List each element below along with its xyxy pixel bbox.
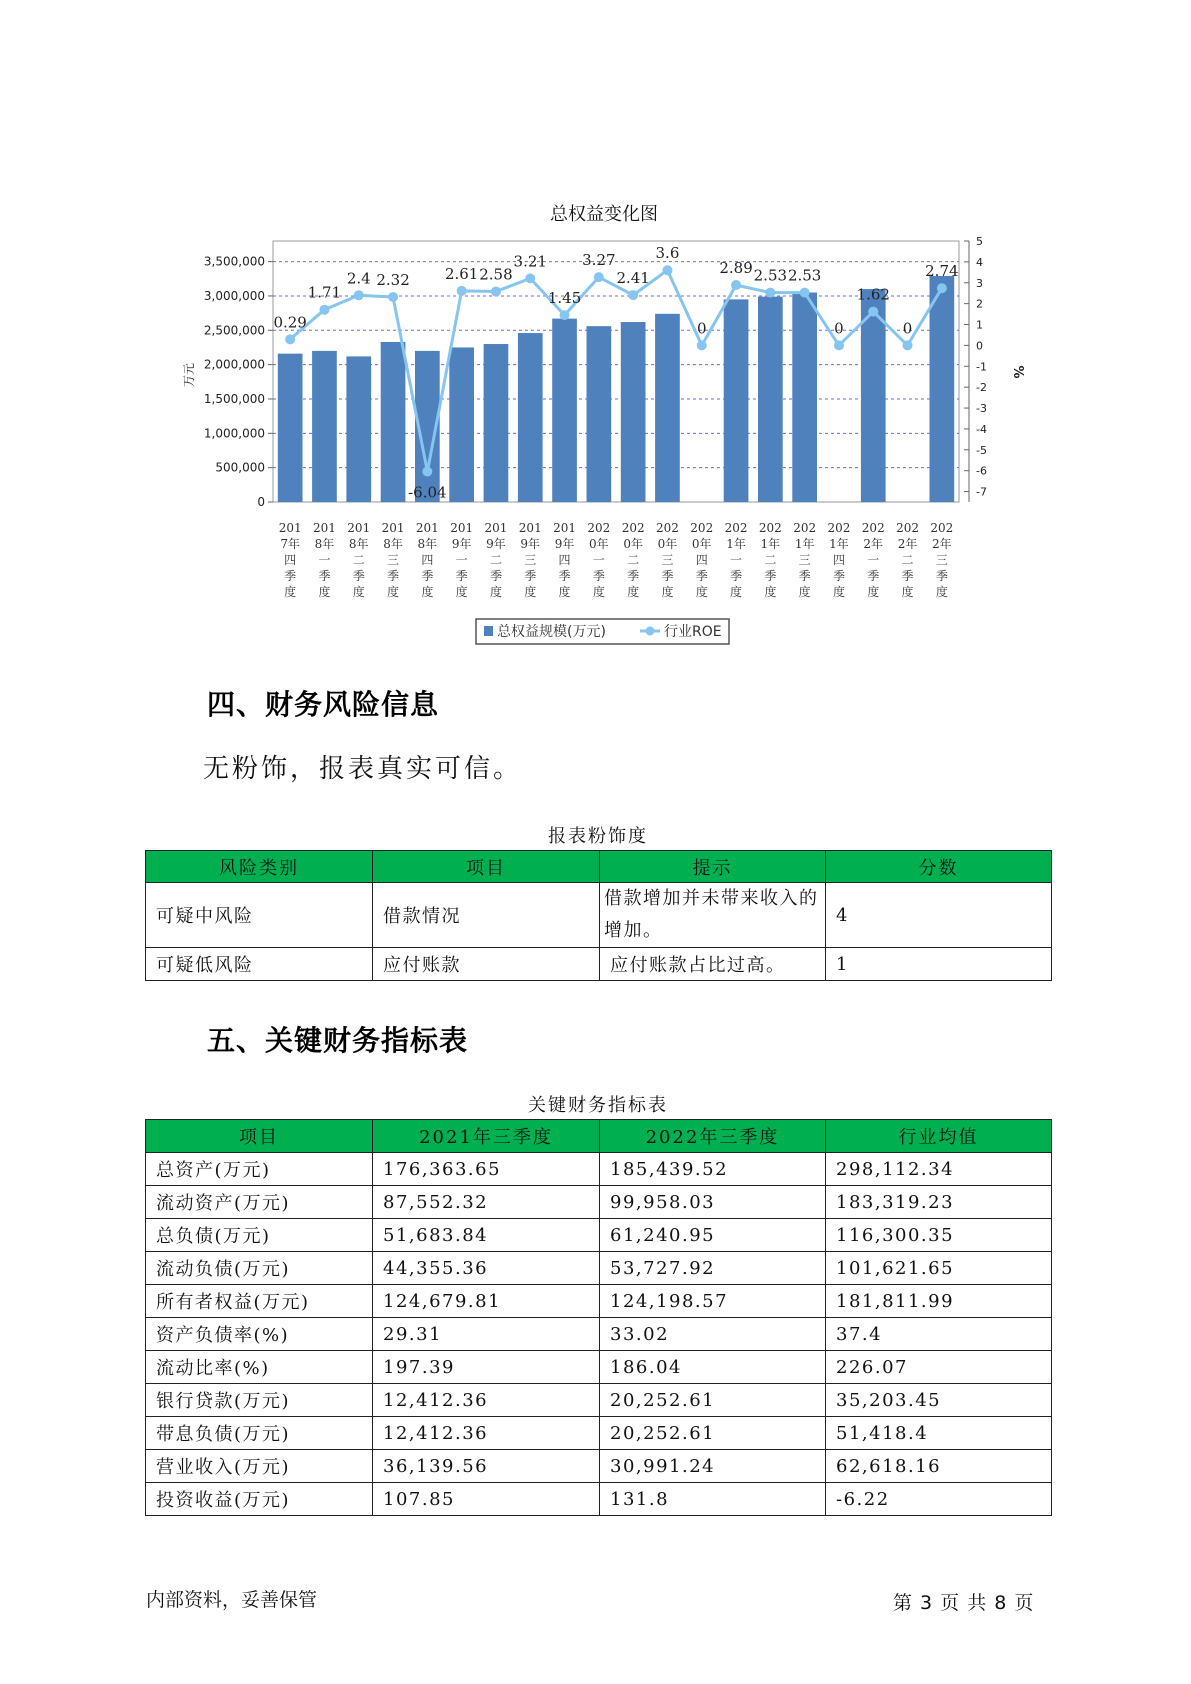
right-axis-label: %	[1010, 365, 1025, 379]
roe-point	[319, 305, 329, 315]
header-cell: 提示	[600, 851, 826, 883]
x-tick-label: 8年	[314, 537, 335, 551]
x-tick-label: 1年	[829, 537, 849, 551]
roe-data-label: 2.89	[719, 259, 753, 278]
x-tick-label: 2年	[897, 537, 918, 551]
table-cell: 12,412.36	[373, 1417, 600, 1450]
x-tick-label: 季	[524, 569, 537, 583]
x-tick-label: 二	[764, 553, 777, 567]
table-cell: 298,112.34	[826, 1153, 1052, 1186]
x-tick-label: 三	[798, 553, 811, 567]
table-cell: 可疑低风险	[146, 948, 373, 981]
right-tick-label: 2	[976, 297, 983, 311]
x-tick-label: 201	[553, 521, 577, 535]
x-tick-label: 201	[518, 521, 542, 535]
roe-data-label: 2.53	[753, 266, 788, 285]
bar	[758, 297, 783, 502]
x-tick-label: 季	[489, 569, 502, 583]
roe-point	[834, 340, 844, 350]
x-tick-label: 三	[661, 553, 674, 567]
table-row	[146, 948, 1052, 981]
left-tick-label: 3,500,000	[203, 254, 265, 269]
right-tick-label: -3	[976, 402, 987, 416]
table-cell: 226.07	[826, 1351, 1052, 1384]
footer-page-number: 第 3 页 共 8 页	[893, 1592, 1035, 1614]
x-tick-label: 0年	[691, 537, 712, 551]
x-tick-label: 二	[627, 553, 640, 567]
table-cell: 借款增加并未带来收入的增加。	[600, 883, 826, 948]
x-tick-label: 季	[421, 569, 434, 583]
header-cell: 项目	[146, 1120, 373, 1153]
header-cell: 2021年三季度	[373, 1120, 600, 1153]
x-tick-label: 201	[381, 521, 405, 535]
x-tick-label: 度	[455, 585, 468, 599]
indicator-table-header	[146, 1120, 1052, 1153]
risk-table-header	[146, 851, 1052, 883]
x-tick-label: 1年	[794, 537, 815, 551]
table-row	[146, 1285, 1052, 1318]
header-cell: 2022年三季度	[600, 1120, 826, 1153]
x-tick-label: 度	[558, 585, 571, 599]
roe-data-label: 0	[696, 319, 707, 338]
table-cell: 可疑中风险	[146, 883, 373, 948]
table-cell: 总负债(万元)	[146, 1219, 373, 1252]
roe-point	[457, 286, 467, 296]
left-tick-label: 1,000,000	[203, 426, 265, 441]
roe-data-label: 2.4	[346, 269, 371, 288]
roe-point	[560, 310, 570, 320]
x-tick-label: 一	[455, 553, 468, 567]
bar	[381, 342, 406, 502]
indicator-table-caption: 关键财务指标表	[528, 1095, 668, 1116]
x-tick-label: 202	[587, 521, 611, 535]
bar	[621, 322, 646, 502]
roe-point	[903, 340, 913, 350]
table-cell: 53,727.92	[600, 1252, 826, 1285]
x-tick-label: 季	[352, 569, 365, 583]
left-tick-label: 500,000	[215, 460, 265, 475]
x-tick-label: 1年	[726, 537, 746, 551]
table-cell: 51,683.84	[373, 1219, 600, 1252]
legend-bar-swatch	[484, 626, 493, 636]
right-tick-label: -7	[976, 485, 987, 499]
table-cell: 51,418.4	[826, 1417, 1052, 1450]
roe-point	[285, 334, 295, 344]
x-tick-label: 201	[312, 521, 336, 535]
table-row	[146, 1351, 1052, 1384]
table-row	[146, 1318, 1052, 1351]
table-cell: 1	[826, 948, 1052, 981]
section4-paragraph: 无粉饰，报表真实可信。	[203, 754, 523, 784]
indicator-table	[145, 1119, 1052, 1516]
x-tick-label: 0年	[623, 537, 643, 551]
roe-point	[491, 287, 501, 297]
roe-point	[354, 290, 364, 300]
roe-data-label: 3.27	[582, 251, 616, 270]
header-cell: 风险类别	[146, 851, 373, 883]
x-tick-label: 8年	[417, 537, 438, 551]
table-cell: 36,139.56	[373, 1450, 600, 1483]
table-cell: 116,300.35	[826, 1219, 1052, 1252]
risk-table	[145, 850, 1052, 981]
table-cell: 107.85	[373, 1483, 600, 1516]
x-tick-label: 季	[901, 569, 914, 583]
table-cell: 借款情况	[373, 883, 600, 948]
bar	[552, 319, 577, 502]
right-tick-label: 3	[976, 276, 983, 290]
roe-data-label: 1.62	[856, 285, 890, 304]
table-cell: 176,363.65	[373, 1153, 600, 1186]
left-tick-label: 2,500,000	[203, 323, 265, 338]
right-tick-label: -5	[976, 443, 987, 457]
roe-data-label: 0	[834, 319, 844, 338]
x-tick-label: 二	[352, 553, 365, 567]
table-cell: 应付账款占比过高。	[600, 948, 826, 981]
table-cell: 20,252.61	[600, 1384, 826, 1417]
equity-chart	[0, 0, 1191, 650]
roe-point	[525, 273, 535, 283]
roe-point	[662, 265, 672, 275]
x-tick-label: 季	[627, 569, 640, 583]
roe-data-label: 3.6	[655, 244, 680, 263]
x-tick-label: 度	[318, 585, 331, 599]
x-tick-label: 四	[558, 553, 571, 567]
table-row	[146, 1153, 1052, 1186]
roe-data-label: 2.32	[376, 270, 410, 289]
table-cell: 186.04	[600, 1351, 826, 1384]
x-tick-label: 度	[764, 585, 777, 599]
table-cell: 带息负债(万元)	[146, 1417, 373, 1450]
roe-data-label: 2.74	[925, 262, 959, 281]
table-cell: 61,240.95	[600, 1219, 826, 1252]
x-tick-label: 一	[318, 553, 331, 567]
table-row	[146, 1417, 1052, 1450]
x-tick-label: 季	[592, 569, 605, 583]
x-tick-label: 度	[935, 585, 948, 599]
table-cell: 流动比率(%)	[146, 1351, 373, 1384]
x-tick-label: 202	[793, 521, 817, 535]
x-tick-label: 度	[627, 585, 640, 599]
x-tick-label: 度	[730, 585, 743, 599]
roe-data-label: 2.58	[479, 265, 513, 284]
x-tick-label: 季	[764, 569, 777, 583]
roe-data-label: 2.61	[444, 264, 479, 283]
x-tick-label: 度	[421, 585, 434, 599]
chart-x-labels	[279, 521, 954, 599]
x-tick-label: 一	[730, 553, 743, 567]
table-cell: 4	[826, 883, 1052, 948]
roe-data-label: -6.04	[408, 483, 447, 502]
x-tick-label: 201	[347, 521, 371, 535]
x-tick-label: 三	[524, 553, 537, 567]
x-tick-label: 四	[695, 553, 708, 567]
left-tick-label: 1,500,000	[203, 391, 265, 406]
bar	[518, 333, 543, 502]
table-cell: 12,412.36	[373, 1384, 600, 1417]
table-cell: 99,958.03	[600, 1186, 826, 1219]
x-tick-label: 201	[278, 521, 302, 535]
x-tick-label: 度	[524, 585, 537, 599]
x-tick-label: 季	[832, 569, 845, 583]
bar	[278, 354, 303, 502]
table-cell: 流动负债(万元)	[146, 1252, 373, 1285]
header-cell: 项目	[373, 851, 600, 883]
table-cell: 35,203.45	[826, 1384, 1052, 1417]
table-cell: 185,439.52	[600, 1153, 826, 1186]
roe-data-label: 1.45	[547, 289, 582, 308]
bar	[346, 356, 371, 502]
x-tick-label: 8年	[383, 537, 403, 551]
roe-data-label: 0.29	[273, 313, 307, 332]
roe-data-label: 2.41	[616, 269, 650, 288]
table-cell: 124,198.57	[600, 1285, 826, 1318]
x-tick-label: 度	[798, 585, 811, 599]
table-cell: 33.02	[600, 1318, 826, 1351]
table-row	[146, 883, 1052, 948]
bar	[484, 344, 509, 502]
x-tick-label: 202	[827, 521, 851, 535]
bar	[792, 293, 817, 502]
x-tick-label: 度	[867, 585, 880, 599]
footer-confidential-note: 内部资料，妥善保管	[146, 1589, 318, 1611]
x-tick-label: 季	[867, 569, 880, 583]
right-tick-label: -1	[976, 360, 987, 374]
legend-line-marker	[646, 627, 655, 636]
x-tick-label: 度	[592, 585, 605, 599]
left-axis-label: 万元	[182, 362, 196, 388]
x-tick-label: 201	[450, 521, 474, 535]
x-tick-label: 二	[489, 553, 502, 567]
roe-point	[594, 272, 604, 282]
table-row	[146, 1219, 1052, 1252]
x-tick-label: 三	[387, 553, 400, 567]
roe-data-label: 0	[902, 319, 913, 338]
x-tick-label: 季	[387, 569, 400, 583]
table-cell: 20,252.61	[600, 1417, 826, 1450]
table-row	[146, 1384, 1052, 1417]
x-tick-label: 度	[832, 585, 845, 599]
x-tick-label: 季	[284, 569, 297, 583]
table-cell: 流动资产(万元)	[146, 1186, 373, 1219]
roe-point	[731, 280, 741, 290]
bar	[312, 351, 337, 502]
x-tick-label: 1年	[760, 537, 781, 551]
risk-table-caption: 报表粉饰度	[548, 826, 648, 847]
x-tick-label: 季	[695, 569, 708, 583]
chart-legend	[476, 619, 729, 644]
bar	[449, 347, 474, 502]
x-tick-label: 0年	[657, 537, 678, 551]
x-tick-label: 202	[690, 521, 714, 535]
header-cell: 分数	[826, 851, 1052, 883]
x-tick-label: 202	[758, 521, 782, 535]
x-tick-label: 度	[284, 585, 297, 599]
x-tick-label: 8年	[348, 537, 369, 551]
table-cell: 183,319.23	[826, 1186, 1052, 1219]
roe-point	[628, 290, 638, 300]
legend-line-label: 行业ROE	[664, 624, 722, 640]
section5-heading: 五、关键财务指标表	[207, 1024, 469, 1057]
right-tick-label: -4	[976, 422, 987, 436]
chart-title: 总权益变化图	[550, 204, 658, 225]
x-tick-label: 202	[724, 521, 748, 535]
table-cell: 营业收入(万元)	[146, 1450, 373, 1483]
x-tick-label: 201	[415, 521, 439, 535]
x-tick-label: 7年	[280, 537, 300, 551]
table-cell: -6.22	[826, 1483, 1052, 1516]
left-tick-label: 0	[257, 495, 265, 509]
x-tick-label: 202	[655, 521, 679, 535]
left-tick-label: 2,000,000	[203, 357, 265, 372]
x-tick-label: 202	[621, 521, 645, 535]
x-tick-label: 度	[661, 585, 674, 599]
right-tick-label: 4	[976, 255, 983, 269]
table-cell: 101,621.65	[826, 1252, 1052, 1285]
right-tick-label: 0	[976, 339, 983, 353]
table-cell: 124,679.81	[373, 1285, 600, 1318]
x-tick-label: 一	[867, 553, 880, 567]
x-tick-label: 度	[489, 585, 502, 599]
header-cell: 行业均值	[826, 1120, 1052, 1153]
x-tick-label: 季	[661, 569, 674, 583]
table-cell: 投资收益(万元)	[146, 1483, 373, 1516]
x-tick-label: 度	[387, 585, 400, 599]
table-row	[146, 1483, 1052, 1516]
x-tick-label: 季	[935, 569, 948, 583]
x-tick-label: 度	[695, 585, 708, 599]
x-tick-label: 季	[730, 569, 743, 583]
table-cell: 62,618.16	[826, 1450, 1052, 1483]
x-tick-label: 二	[901, 553, 914, 567]
x-tick-label: 一	[592, 553, 605, 567]
table-cell: 37.4	[826, 1318, 1052, 1351]
right-tick-label: 1	[976, 318, 983, 332]
table-cell: 30,991.24	[600, 1450, 826, 1483]
x-tick-label: 202	[930, 521, 954, 535]
x-tick-label: 9年	[486, 537, 506, 551]
x-tick-label: 202	[896, 521, 920, 535]
roe-data-label: 1.71	[307, 283, 342, 302]
x-tick-label: 四	[421, 553, 434, 567]
table-cell: 44,355.36	[373, 1252, 600, 1285]
x-tick-label: 季	[318, 569, 331, 583]
bar	[930, 276, 955, 502]
roe-point	[868, 307, 878, 317]
table-cell: 131.8	[600, 1483, 826, 1516]
x-tick-label: 四	[284, 553, 297, 567]
x-tick-label: 9年	[520, 537, 541, 551]
legend-bar-label: 总权益规模(万元)	[497, 624, 606, 640]
roe-point	[697, 340, 707, 350]
right-tick-label: -6	[976, 464, 987, 478]
table-cell: 87,552.32	[373, 1186, 600, 1219]
roe-point	[422, 467, 432, 477]
left-tick-label: 3,000,000	[203, 288, 265, 303]
section4-heading: 四、财务风险信息	[207, 688, 440, 721]
x-tick-label: 四	[832, 553, 845, 567]
x-tick-label: 9年	[554, 537, 575, 551]
table-cell: 银行贷款(万元)	[146, 1384, 373, 1417]
roe-point	[388, 292, 398, 302]
bar	[724, 299, 749, 502]
table-cell: 资产负债率(%)	[146, 1318, 373, 1351]
right-tick-label: 5	[976, 235, 983, 248]
x-tick-label: 202	[861, 521, 885, 535]
table-cell: 197.39	[373, 1351, 600, 1384]
table-row	[146, 1450, 1052, 1483]
bar	[655, 314, 680, 502]
x-tick-label: 9年	[451, 537, 472, 551]
table-cell: 181,811.99	[826, 1285, 1052, 1318]
table-cell: 总资产(万元)	[146, 1153, 373, 1186]
roe-data-label: 2.53	[787, 266, 822, 285]
table-cell: 29.31	[373, 1318, 600, 1351]
roe-data-label: 3.21	[513, 252, 547, 271]
roe-point	[765, 288, 775, 298]
table-row	[146, 1186, 1052, 1219]
bar	[587, 326, 612, 502]
x-tick-label: 季	[455, 569, 468, 583]
roe-point	[800, 288, 810, 298]
x-tick-label: 季	[798, 569, 811, 583]
table-row	[146, 1252, 1052, 1285]
table-cell: 所有者权益(万元)	[146, 1285, 373, 1318]
table-cell: 应付账款	[373, 948, 600, 981]
x-tick-label: 度	[352, 585, 365, 599]
right-tick-label: -2	[976, 381, 987, 395]
x-tick-label: 三	[935, 553, 948, 567]
x-tick-label: 度	[901, 585, 914, 599]
x-tick-label: 2年	[932, 537, 952, 551]
x-tick-label: 0年	[589, 537, 609, 551]
x-tick-label: 201	[484, 521, 508, 535]
x-tick-label: 季	[558, 569, 571, 583]
roe-point	[937, 283, 947, 293]
x-tick-label: 2年	[863, 537, 884, 551]
